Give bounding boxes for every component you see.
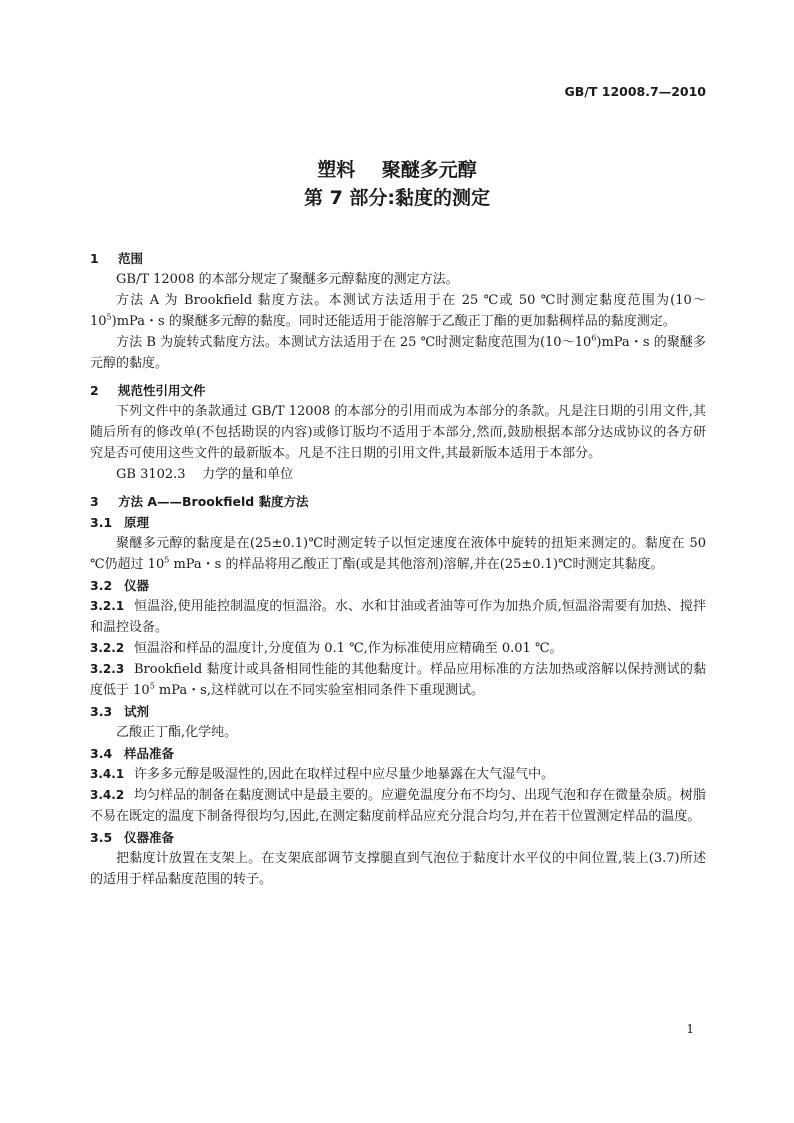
subsection-3-1-heading: 3.1 原理: [90, 515, 150, 530]
subsection-3-3-heading: 3.3 试剂: [90, 704, 150, 719]
section-number: 2: [90, 383, 99, 398]
subsection-3-4-heading: 3.4 样品准备: [90, 746, 175, 761]
reference-item: GB 3102.3 力学的量和单位: [116, 467, 294, 482]
document-title-line2: 第 7 部分:黏度的测定: [303, 187, 491, 209]
section-title: 范围: [118, 251, 144, 266]
document-title-line1: 塑料 聚醚多元醇: [317, 159, 477, 181]
section-title: 方法 A——Brookfield 黏度方法: [118, 494, 309, 509]
section-title: 规范性引用文件: [118, 383, 206, 398]
standard-code: GB/T 12008.7—2010: [564, 84, 706, 99]
paragraph: GB/T 12008 的本部分规定了聚醚多元醇黏度的测定方法。: [116, 272, 459, 287]
paragraph: 把黏度计放置在支架上。在支架底部调节支撑腿直到气泡位于黏度计水平仪的中间位置,装上(3.7)所述的适用于样品黏度范围的转子。: [90, 851, 706, 887]
clause-item: 3.4.1 许多多元醇是吸湿性的,因此在取样过程中应尽量少地暴露在大气湿气中。: [90, 767, 555, 782]
section-2-heading: [90, 380, 706, 401]
paragraph: 乙酸正丁酯,化学纯。: [116, 725, 238, 740]
section-number: 3: [90, 494, 99, 509]
subsection-3-2-heading: 3.2 仪器: [90, 578, 150, 593]
page-number: 1: [686, 1022, 694, 1036]
document-body: [90, 248, 706, 890]
clause-item: 3.4.2 均匀样品的制备在黏度测试中是最主要的。应避免温度分布不均匀、出现气泡和存在微量杂质。树脂不易在既定的温度下制备得很均匀,因此,在测定黏度前样品应充分混合均匀,并在若干位置测定样品的温度。: [90, 788, 707, 824]
paragraph: 方法 B 为旋转式黏度方法。本测试方法适用于在 25 ℃时测定黏度范围为$(10\sim 10^6)mPa$・s 的聚醚多元醇的黏度。: [90, 333, 706, 371]
section-3-heading: [90, 491, 706, 512]
paragraph: 下列文件中的条款通过 GB/T 12008 的本部分的引用而成为本部分的条款。凡是注日期的引用文件,其随后所有的修改单(不包括勘误的内容)或修订版均不适用于本部分,然而,鼓励根据本部分达成协议的各方研究是否可使用这些文件的最新版本。凡是不注日期的引用文件,其最新版本适用于本部分。: [90, 404, 706, 461]
clause-item: 3.2.3 Brookfield 黏度计或具备相同性能的其他黏度计。样品应用标准的方法加热或溶解以保持测试的黏度低于 $10^5$ mPa・s,这样就可以在不同实验室相同条件下重现测试。: [90, 662, 706, 698]
clause-item: 3.2.1 恒温浴,使用能控制温度的恒温浴。水、水和甘油或者油等可作为加热介质,恒温浴需要有加热、搅拌和温控设备。: [90, 599, 706, 635]
section-number: 1: [90, 251, 99, 266]
paragraph: 聚醚多元醇的黏度是在(25±0.1)℃时测定转子以恒定速度在液体中旋转的扭矩来测定的。黏度在 50 ℃仍超过 $10^5$ mPa・s 的样品将用乙酸正丁酯(或是其他溶剂)溶解,并在(25±0.1)℃时测定其黏度。: [90, 536, 706, 572]
subsection-3-5-heading: 3.5 仪器准备: [90, 830, 175, 845]
paragraph: 方法 A 为 Brookfield 黏度方法。本测试方法适用于在 25 ℃或 50 ℃时测定黏度范围为$(10\sim 10^5)mPa$・s 的聚醚多元醇的黏度。同时还能适用于能溶解于乙酸正丁酯的更加黏稠样品的黏度测定。: [90, 293, 706, 329]
section-1-heading: [90, 248, 706, 269]
clause-item: 3.2.2 恒温浴和样品的温度计,分度值为 0.1 ℃,作为标准使用应精确至 0.01 ℃。: [90, 641, 563, 656]
